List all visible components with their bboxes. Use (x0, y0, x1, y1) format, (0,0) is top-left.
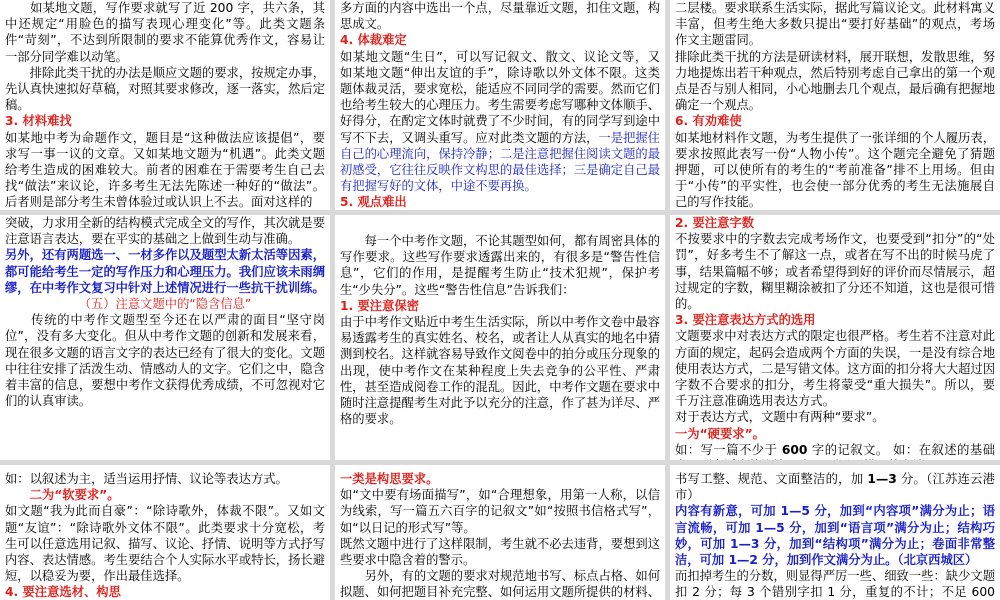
highlight-paragraph: 另外，还有两题选一、一材多作以及题型太新太活等因素，都可能给考生一定的写作压力和心理压力。我们应该未雨绸缪，在中考作文复习中针对上述情况进行一些抗干扰训练。 (5, 248, 325, 295)
section-heading: 1. 要注意保密 (340, 298, 419, 313)
paragraph: 突破，力求用全新的结构模式完成全文的写作，其次就是要注意语言表达，要在平实的基础之上做到生动与准确。 (5, 216, 325, 247)
paragraph (675, 471, 995, 503)
highlight-text: 一是把握住自己的心理流向，保持冷静；二是注意把握住阅读文题的最初感受，它往往反映作文构思的最佳选择；三是确定自己最有把握写好的文体，中途不要再换。 (340, 130, 660, 194)
paragraph: 另外，有的文题的要求对规范地书写、标点占格、如何拟题、如何把题目补充完整、如何运用文题所提供的材料、 (340, 569, 660, 600)
section-heading: 3. 材料难找 (5, 114, 72, 129)
paragraph: 每一个中考作文题，不论其题型如何，都有周密具体的写作要求。这些写作要求透露出来的，有很多是“警告性信息”，它们的作用，是提醒考生防止“技术犯规”，保护考生“少失分”。这些“警告性信息”告诉我们： (340, 234, 660, 297)
section-heading: 一类是构思要求。 (340, 472, 439, 486)
section-heading: （五）注意文题中的“隐含信息” (78, 297, 252, 312)
section-heading: 3. 要注意表达方式的选用 (675, 313, 816, 328)
slide-bottom-middle (335, 465, 665, 600)
paragraph (675, 442, 995, 460)
slide-middle-left (0, 215, 330, 460)
slide-bottom-right (670, 465, 1000, 600)
paragraph: 对于表达方式，文题中有两种“要求”。 (675, 410, 885, 425)
slide-bottom-left (0, 465, 330, 600)
section-heading: 6. 有劝难使 (675, 114, 742, 129)
paragraph: 如“文中要有场面描写”，如“合理想象，用第一人称，以信为线索，写一篇五六百字的记叙文”如“按照书信格式写”，如“以日记的形式写”等。 (340, 488, 660, 535)
paragraph: 由于中考作文贴近中考生生活实际，所以中考作文卷中最容易透露考生的真实姓名、校名，或者让人从真实的地名中猜测到校名。这样就容易导致作文阅卷中的拍分或压分现象的出现，使中考作文在某种程度上失去竞争的公平性、严肃性，甚至造成阅卷工作的混乱。因此，中考作文题在要求中随时注意提醒考生对此予以充分的注意，作了甚为详尽、严格的要求。 (340, 315, 660, 427)
paragraph-text: 分。（江苏连云港市） (675, 472, 995, 503)
section-heading: 4. 体裁难定 (340, 33, 407, 48)
word-count: 600 (781, 442, 808, 457)
highlight-paragraph: 内容有新意，可加 1—5 分，加到“内容项”满分为止；语言流畅，可加 1—5 分，加到“语言项”满分为止；结构巧妙，可加 1—3 分，加到“结构项”满分为止；卷面非常整洁，可加 1—2 分，加到作文满分为止。（北京西城区） (675, 504, 995, 568)
paragraph: 排除此类干扰的方法是研读材料，展开联想，发散思维，努力地提炼出若干种观点，然后特别考虑自己拿出的第一个观点是否与别人相同，小心地删去几个观点，最后确有把握地确定一个观点。 (675, 49, 995, 113)
score-range: 1—3 (867, 472, 897, 486)
section-heading: 2. 要注意字数 (675, 216, 754, 230)
paragraph-text: 字的记叙文。 如：在叙述的基础 (811, 442, 995, 457)
section-heading: 5. 观点难出 (340, 195, 407, 210)
slide-top-middle (335, 0, 665, 210)
slide-top-right (670, 0, 1000, 210)
paragraph: 如某地中考为命题作文，题目是“这种做法应该提倡”，要求写一事一议的文章。又如某地文题为“机遇”。此类文题给考生造成的困难较大。前者的困难在于需要考生自己去找“做法”来议论，许多考生无法先陈述一种好的“做法”。后者则是部分考生未曾体验过或认识上不去。面对这样的 (5, 130, 325, 210)
sub-heading: 二为“软要求”。 (5, 488, 120, 503)
slide-middle-middle (335, 215, 665, 460)
paragraph: 排除此类干扰的办法是顺应文题的要求，按规定办事，先认真快速拟好草稿，对照其要求修改，逐一落实，然后定稿。 (5, 65, 325, 113)
paragraph (340, 49, 660, 195)
paragraph-text: 如某地文题“生日”，可以写记叙文、散文、议论文等，又如某地文题“伸出友谊的手”，除诗歌以外文体不限。这类题体裁灵活，要求宽松，能适应不同同学的需要。然而它们也给考生较大的心理压力。考生需要考虑写哪种文体顺手、好得分，在酌定文体时就费了不少时间，有的同学写到途中写不下去，又调头重写。应对此类文题的方法， (340, 49, 660, 145)
paragraph: 二层楼。要求联系生活实际，据此写篇议论文。此材料寓义丰富，但考生绝大多数只提出“要打好基础”的观点，考场作文主题雷同。 (675, 1, 995, 48)
paragraph: 传统的中考作文题型至今还在以严肃的面目“坚守岗位”，没有多大变化。但从中考作文题的创新和发展来看，现在很多文题的语言文字的表达已经有了很大的变化。文题中往往安排了活泼生动、情感动人的文字。它们之中，隐含着丰富的信息，要想中考作文获得优秀成绩，不可忽视对它们的认真审读。 (5, 313, 325, 409)
paragraph-text: 如：写一篇不少于 (675, 442, 782, 457)
paragraph-text: 书写工整、规范、文面整洁的，加 (675, 472, 868, 486)
paragraph: 而扣掉考生的分数，则显得严厉一些、细致一些：缺少文题扣 2 分；每 3 个错别字扣 1 分，重复的不计；不足 600 (675, 569, 995, 600)
paragraph: 不按要求中的字数去完成考场作文，也要受到“扣分”的“处罚”，好多考生不了解这一点，或者在写不出的时候马虎了事，结果篇幅不够；或者希望得到好的评价而尽情展示，超过规定的字数，糊里糊涂被扣了分还不知道，这也是很可惜的。 (675, 232, 995, 312)
paragraph: 如：以叙述为主，适当运用抒情、议论等表达方式。 (5, 472, 288, 486)
paragraph: 如某地材料作文题，为考生提供了一张详细的个人履历表，要求按照此表写一份“人物小传”。这个题完全避免了猜题押题，可以使所有的考生的“考前准备”排不上用场。但由于“小传”的平实性，也会使一部分优秀的考生无法施展自己的写作技能。 (675, 130, 995, 210)
paragraph: 文题要求中对表达方式的限定也很严格。考生若不注意对此方面的规定，起码会造成两个方面的失误，一是没有综合地使用表达方式，二是写错文体。这方面的扣分将大大超过因字数不合要求的扣分，考生将蒙受“重大损失”。所以，要千万注意准确选用表达方式。 (675, 329, 995, 409)
paragraph: 如某地文题，写作要求就写了近 200 字，共六条，其中还规定“用脸色的描写表现心理变化”等。此类文题条件“苛刻”，不达到所限制的要求不能算优秀作文，容易让一部分同学难以动笔。 (5, 1, 325, 64)
slide-middle-right (670, 215, 1000, 460)
slide-top-left (0, 0, 330, 210)
sub-heading: 一为“硬要求”。 (675, 426, 765, 441)
paragraph: 如文题“我为此而自豪”：“除诗歌外，体裁不限”。又如文题“友谊”：“除诗歌外文体不限”。此类要求十分宽松，考生可以任意选用记叙、描写、议论、抒情、说明等方式抒写内容、表达情感。考生要结合个人实际水平或特长，扬长避短，以稳妥为要，作出最佳选择。 (5, 504, 325, 584)
paragraph: 多方面的内容中选出一个点，尽量靠近文题，扣住文题，构思成文。 (340, 1, 660, 32)
section-heading: 4. 要注意选材、构思 (5, 585, 121, 600)
paragraph: 既然文题中进行了这样限制，考生就不必去违背，要想到这些要求中隐含着的警示。 (340, 536, 660, 568)
